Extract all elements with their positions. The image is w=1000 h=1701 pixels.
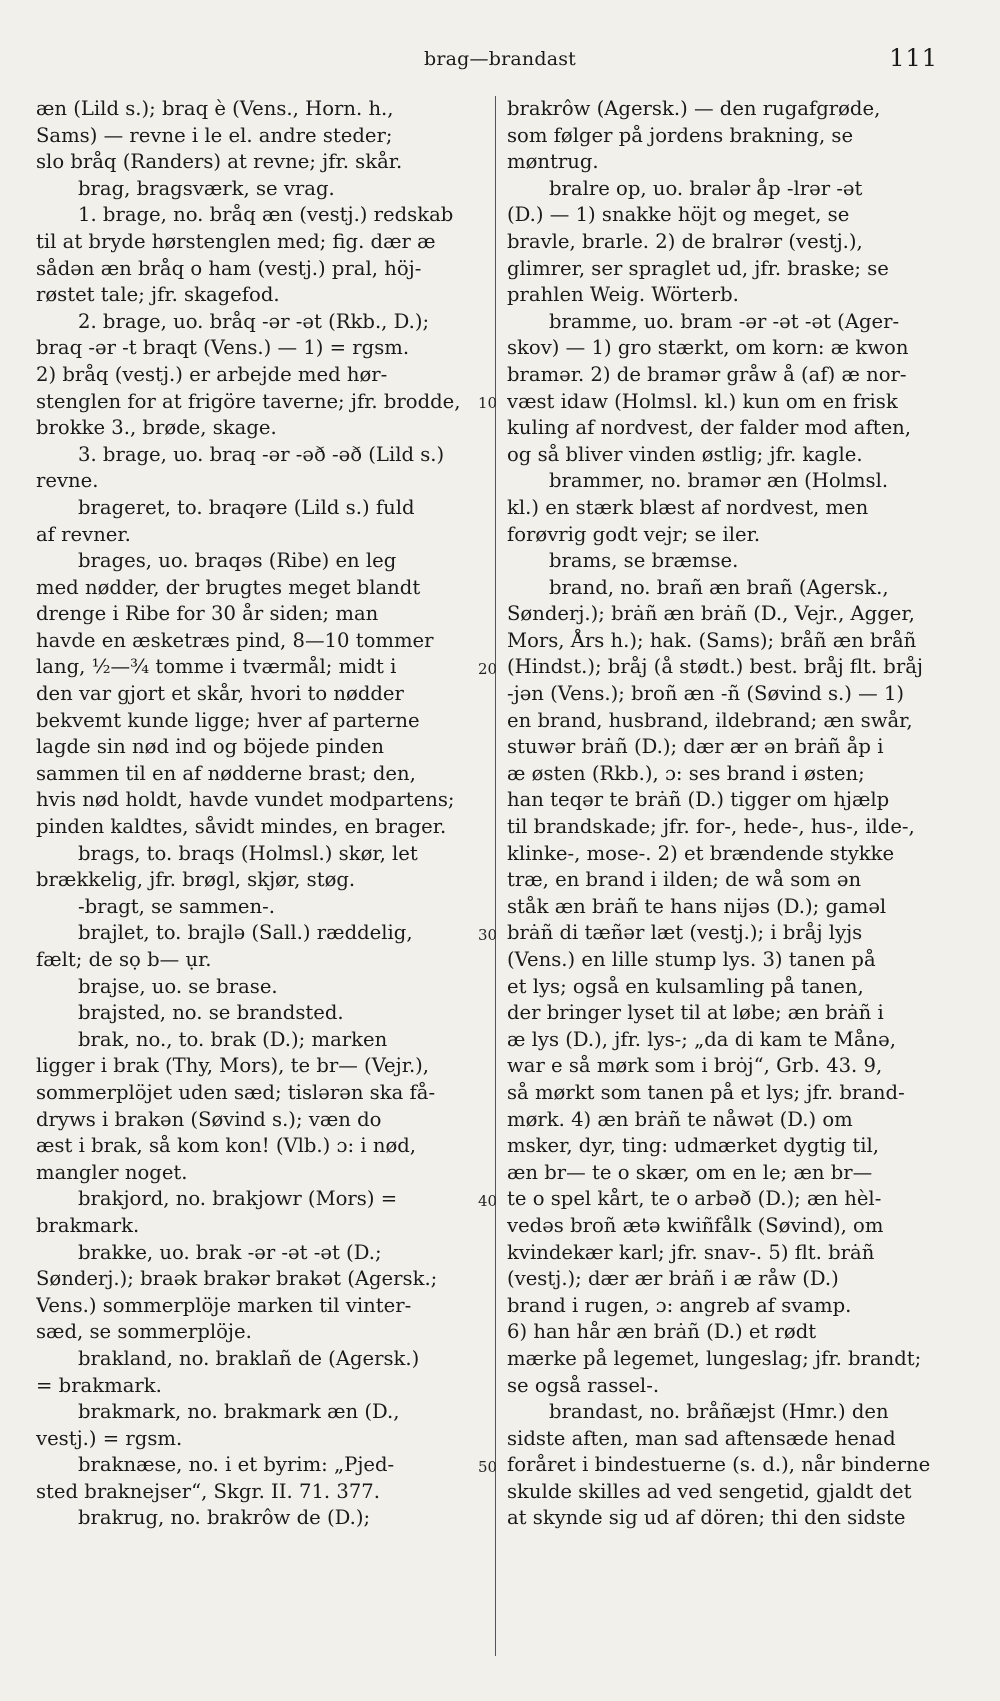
text-line: bekvemt kunde ligge; hver af parterne <box>36 708 420 732</box>
page-number: 111 <box>889 44 938 72</box>
margin-line-number: 50 <box>478 1457 498 1476</box>
text-line: bramme, uo. bram -ər -ət -ət (Ager- <box>549 309 900 333</box>
text-line: brakrôw (Agersk.) — den rugafgrøde, <box>507 97 881 120</box>
text-line: brakrug, no. brakrôw de (D.); <box>78 1506 371 1530</box>
margin-line-number: 10 <box>478 393 498 412</box>
text-line: brag, bragsværk, se vrag. <box>78 176 335 200</box>
text-line: træ, en brand i ilden; de wå som ən <box>507 868 862 892</box>
text-line: med nødder, der brugtes meget blandt <box>36 575 421 599</box>
text-line: bravle, brarle. 2) de bralrər (vestj.), <box>507 229 863 253</box>
text-line: møntrug. <box>507 150 599 174</box>
text-line: væst idaw (Holmsl. kl.) kun om en frisk <box>507 389 898 413</box>
text-line: glimrer, ser spraglet ud, jfr. braske; se <box>507 256 889 280</box>
text-line: (Vens.) en lille stump lys. 3) tanen på <box>507 948 876 971</box>
text-line: sådən æn bråq o ham (vestj.) pral, höj- <box>36 256 422 280</box>
column-divider <box>495 96 496 1656</box>
text-line: æn br— te o skær, om en le; æn br— <box>507 1160 873 1184</box>
margin-line-number: 30 <box>478 925 498 944</box>
text-line: brakke, uo. brak -ər -ət -ət (D.; <box>78 1240 382 1264</box>
right-column <box>507 96 937 1532</box>
text-line: brand i rugen, ɔ: angreb af svamp. <box>507 1293 852 1317</box>
text-line: brækkelig, jfr. brøgl, skjør, støg. <box>36 868 356 892</box>
text-line: skov) — 1) gro stærkt, om korn: æ kwon <box>507 336 909 360</box>
text-line: havde en æsketræs pind, 8—10 tommer <box>36 628 434 652</box>
text-line: klinke-, mose-. 2) et brændende stykke <box>507 841 895 865</box>
text-line: at skynde sig ud af dören; thi den sidste <box>507 1506 906 1530</box>
text-line: brams, se bræmse. <box>549 549 739 573</box>
text-line: hvis nød holdt, havde vundet modpartens; <box>36 788 455 812</box>
text-line: forøvrig godt vejr; se iler. <box>507 522 761 546</box>
text-line: lang, ½—¾ tomme i tværmål; midt i <box>36 655 397 679</box>
text-line: sammen til en af nødderne brast; den, <box>36 761 416 785</box>
text-line: så mørkt som tanen på et lys; jfr. brand- <box>507 1080 905 1104</box>
text-line: kl.) en stærk blæst af nordvest, men <box>507 495 869 519</box>
text-line: brajse, uo. se brase. <box>78 974 278 998</box>
text-line: brak, no., to. brak (D.); marken <box>78 1027 388 1051</box>
text-line: Vens.) sommerplöje marken til vinter- <box>36 1293 412 1317</box>
text-line: ståk æn brȧñ te hans nijəs (D.); gaməl <box>507 894 887 918</box>
text-line: æn (Lild s.); braq è (Vens., Horn. h., <box>36 97 394 120</box>
text-line: en brand, husbrand, ildebrand; æn swår, <box>507 708 913 732</box>
text-line: æst i brak, så kom kon! (Vlb.) ɔ: i nød, <box>36 1134 417 1158</box>
text-line: mørk. 4) æn brȧñ te nåwət (D.) om <box>507 1107 853 1131</box>
text-line: slo bråq (Randers) at revne; jfr. skår. <box>36 150 403 174</box>
text-line: brags, to. braqs (Holmsl.) skør, let <box>78 841 418 865</box>
left-column <box>36 96 488 1532</box>
text-line: prahlen Weig. Wörterb. <box>507 283 739 307</box>
text-line: 3. brage, uo. braq -ər -əð -əð (Lild s.) <box>78 442 445 466</box>
text-line: stuwər brȧñ (D.); dær ær ən brȧñ åp i <box>507 735 884 759</box>
text-line: kvindekær karl; jfr. snav-. 5) flt. brȧñ <box>507 1240 875 1264</box>
text-line: æ østen (Rkb.), ɔ: ses brand i østen; <box>507 761 865 785</box>
text-line: (Hindst.); bråj (å stødt.) best. bråj flt. bråj <box>507 655 923 679</box>
text-line: 2. brage, uo. bråq -ər -ət (Rkb., D.); <box>78 309 430 333</box>
page-header <box>0 40 1000 80</box>
text-line: brakmark, no. brakmark æn (D., <box>78 1400 400 1424</box>
text-line: se også rassel-. <box>507 1373 660 1397</box>
text-line: lagde sin nød ind og böjede pinden <box>36 735 384 759</box>
text-line: sæd, se sommerplöje. <box>36 1320 252 1344</box>
text-line: -bragt, se sammen-. <box>78 894 275 918</box>
text-line: pinden kaldtes, såvidt mindes, en brager. <box>36 815 447 839</box>
text-line: brammer, no. bramər æn (Holmsl. <box>549 469 889 493</box>
text-line: brakland, no. braklañ de (Agersk.) <box>78 1346 420 1370</box>
text-line: brakjord, no. brakjowr (Mors) = <box>78 1187 398 1211</box>
text-line: skulde skilles ad ved sengetid, gjaldt det <box>507 1479 912 1503</box>
margin-line-number: 40 <box>478 1191 498 1210</box>
text-line: Sønderj.); brȧñ æn brȧñ (D., Vejr., Agger, <box>507 602 915 626</box>
text-line: Mors, Års h.); hak. (Sams); bråñ æn bråñ <box>507 628 917 652</box>
text-line: sted braknejser“, Skgr. II. 71. 377. <box>36 1479 380 1503</box>
text-line: Sams) — revne i le el. andre steder; <box>36 123 393 147</box>
text-line: war e så mørk som i brȯj“, Grb. 43. 9, <box>507 1054 883 1078</box>
text-line: braknæse, no. i et byrim: „Pjed- <box>78 1453 395 1477</box>
text-line: røstet tale; jfr. skagefod. <box>36 283 280 307</box>
margin-line-number: 20 <box>478 659 498 678</box>
text-line: som følger på jordens brakning, se <box>507 123 854 147</box>
text-line: mærke på legemet, lungeslag; jfr. brandt; <box>507 1346 922 1370</box>
text-line: et lys; også en kulsamling på tanen, <box>507 974 864 998</box>
running-head: brag—brandast <box>423 48 577 70</box>
text-line: te o spel kårt, te o arbəð (D.); æn hèl- <box>507 1187 882 1211</box>
text-line: revne. <box>36 469 99 493</box>
text-line: bralre op, uo. bralər åp -lrər -ət <box>549 176 863 200</box>
text-line: brandast, no. bråñæjst (Hmr.) den <box>549 1400 889 1424</box>
text-line: drenge i Ribe for 30 år siden; man <box>36 602 379 626</box>
text-line: foråret i bindestuerne (s. d.), når binderne <box>507 1453 931 1477</box>
text-line: vestj.) = rgsm. <box>36 1426 183 1450</box>
text-line: sommerplöjet uden sæd; tislərən ska få- <box>36 1080 436 1104</box>
text-line: bramər. 2) de bramər gråw å (af) æ nor- <box>507 362 907 386</box>
text-line: = brakmark. <box>36 1373 162 1397</box>
text-line: -jən (Vens.); broñ æn -ñ (Søvind s.) — 1) <box>507 682 905 706</box>
text-line: msker, dyr, ting: udmærket dygtig til, <box>507 1134 879 1158</box>
text-line: brajlet, to. brajlə (Sall.) ræddelig, <box>78 921 413 945</box>
text-line: dryws i brakən (Søvind s.); væn do <box>36 1107 382 1131</box>
text-line: 1. brage, no. bråq æn (vestj.) redskab <box>78 203 454 227</box>
text-line: 2) bråq (vestj.) er arbejde med hør- <box>36 362 388 386</box>
text-line: kuling af nordvest, der falder mod aften, <box>507 416 912 440</box>
text-line: brakmark. <box>36 1213 140 1237</box>
text-line: (D.) — 1) snakke höjt og meget, se <box>507 203 850 227</box>
text-line: mangler noget. <box>36 1160 188 1184</box>
text-line: fælt; de sọ b— ụr. <box>36 948 212 971</box>
text-line: brand, no. brañ æn brañ (Agersk., <box>549 575 889 599</box>
text-line: brages, uo. braqəs (Ribe) en leg <box>78 549 397 573</box>
text-line: brokke 3., brøde, skage. <box>36 416 277 440</box>
text-line: stenglen for at frigöre taverne; jfr. brodde, <box>36 389 461 413</box>
text-line: den var gjort et skår, hvori to nødder <box>36 682 404 706</box>
text-line: (vestj.); dær ær brȧñ i æ råw (D.) <box>507 1267 839 1291</box>
text-line: vedəs broñ ætə kwiñfålk (Søvind), om <box>507 1213 884 1237</box>
text-line: sidste aften, man sad aftensæde henad <box>507 1426 896 1450</box>
text-line: ligger i brak (Thy, Mors), te br— (Vejr.), <box>36 1054 430 1078</box>
text-line: brȧñ di tæñər læt (vestj.); i bråj lyjs <box>507 921 863 945</box>
text-line: og så bliver vinden østlig; jfr. kagle. <box>507 442 863 466</box>
text-line: af revner. <box>36 522 131 546</box>
text-line: til at bryde hørstenglen med; fig. dær æ <box>36 229 436 253</box>
text-line: Sønderj.); braək brakər brakət (Agersk.; <box>36 1267 438 1291</box>
text-line: han teqər te brȧñ (D.) tigger om hjælp <box>507 788 890 812</box>
text-line: der bringer lyset til at løbe; æn brȧñ i <box>507 1001 884 1025</box>
text-line: brageret, to. braqəre (Lild s.) fuld <box>78 495 415 519</box>
text-line: braq -ər -t braqt (Vens.) — 1) = rgsm. <box>36 336 410 360</box>
text-line: brajsted, no. se brandsted. <box>78 1001 344 1025</box>
text-line: 6) han hår æn brȧñ (D.) et rødt <box>507 1320 817 1344</box>
text-line: æ lys (D.), jfr. lys-; „da di kam te Månə, <box>507 1027 896 1051</box>
text-line: til brandskade; jfr. for-, hede-, hus-, ilde-, <box>507 815 915 839</box>
